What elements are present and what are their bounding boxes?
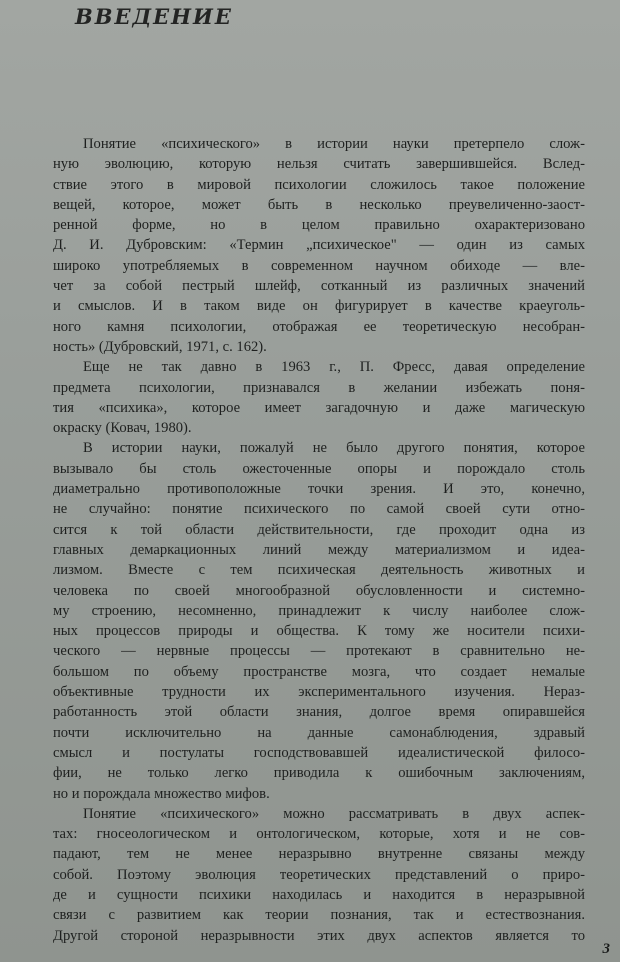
text-line: но и порождала множество мифов.: [53, 785, 270, 802]
text-line: диаметрально противоположные точки зрения. И это, конечно,: [53, 481, 585, 498]
text-line: работанность этой области знания, долгое время опиравшейся: [53, 704, 585, 721]
text-line: Понятие «психического» в истории науки претерпело слож-: [83, 136, 585, 152]
text-line: тия «психика», которое имеет загадочную и даже магическую: [53, 399, 585, 416]
text-line: му строению, несомненно, принадлежит к числу наиболее слож-: [53, 602, 585, 619]
text-line: ствие этого в мировой психологии сложилось такое положение: [53, 176, 585, 193]
text-line: ность» (Дубровский, 1971, с. 162).: [53, 338, 267, 355]
text-line: собой. Поэтому эволюция теоретических представлений о приро-: [53, 866, 585, 883]
body-text: [53, 134, 585, 946]
text-line: чет за собой пестрый шлейф, сотканный из различных значений: [53, 278, 585, 295]
text-line: окраску (Ковач, 1980).: [53, 420, 192, 437]
text-line: лизмом. Вместе с тем психическая деятельность животных и: [53, 562, 585, 579]
text-line: большом по объему пространстве мозга, что создает немалые: [53, 663, 585, 680]
chapter-heading: ВВЕДЕНИЕ: [75, 4, 233, 29]
text-line: объективные трудности их экспериментального изучения. Нераз-: [53, 684, 585, 701]
paragraph: [53, 134, 585, 357]
text-line: Понятие «психического» можно рассматривать в двух аспек-: [83, 805, 585, 822]
paragraph: [53, 438, 585, 803]
text-line: главных демаркационных линий между материализмом и идеа-: [53, 541, 585, 558]
text-line: Другой стороной неразрывности этих двух аспектов является то: [53, 927, 585, 944]
text-line: почти исключительно на данные самонаблюдения, здравый: [53, 724, 585, 741]
text-line: тах: гносеологическом и онтологическом, которые, хотя и не сов-: [53, 826, 585, 843]
text-line: де и сущности психики находилась и находится в неразрывной: [53, 886, 585, 903]
page-number: 3: [602, 941, 610, 957]
text-line: ных процессов природы и общества. К тому же носители психи-: [53, 623, 585, 640]
text-line: смысл и постулаты господствовавшей идеалистической филосо-: [53, 744, 585, 761]
paragraph: [53, 357, 585, 438]
text-line: ренной форме, но в целом правильно охарактеризовано: [53, 217, 585, 234]
text-line: связи с развитием как теории познания, так и естествознания.: [53, 907, 585, 924]
text-line: фии, не только легко приводила к ошибочным заключениям,: [53, 765, 585, 782]
text-line: человека по своей многообразной обусловленности и системно-: [53, 582, 585, 599]
text-line: и смыслов. И в таком виде он фигурирует в качестве краеуголь-: [53, 298, 585, 315]
text-line: сится к той области действительности, где проходит одна из: [53, 521, 585, 538]
text-line: ного камня психологии, отображая ее теоретическую несобран-: [53, 318, 585, 335]
text-line: предмета психологии, признавался в желании избежать поня-: [53, 379, 585, 396]
text-line: Еще не так давно в 1963 г., П. Фресс, давая определение: [83, 359, 585, 376]
text-line: не случайно: понятие психического по самой своей сути отно-: [53, 501, 585, 518]
text-line: Д. И. Дубровским: «Термин „психическое" — один из самых: [53, 237, 585, 254]
text-line: вызывало бы столь ожесточенные опоры и порождало столь: [53, 460, 585, 477]
text-line: ную эволюцию, которую нельзя считать завершившейся. Вслед-: [53, 156, 585, 173]
text-line: падают, тем не менее неразрывно внутренне связаны между: [53, 846, 585, 863]
text-line: ческого — нервные процессы — протекают в сравнительно не-: [53, 643, 585, 660]
text-line: В истории науки, пожалуй не было другого понятия, которое: [83, 440, 585, 457]
paragraph: [53, 804, 585, 946]
text-line: вещей, которое, может быть в несколько преувеличенно-заост-: [53, 196, 585, 213]
text-line: широко употребляемых в современном научном обиходе — вле-: [53, 257, 585, 274]
